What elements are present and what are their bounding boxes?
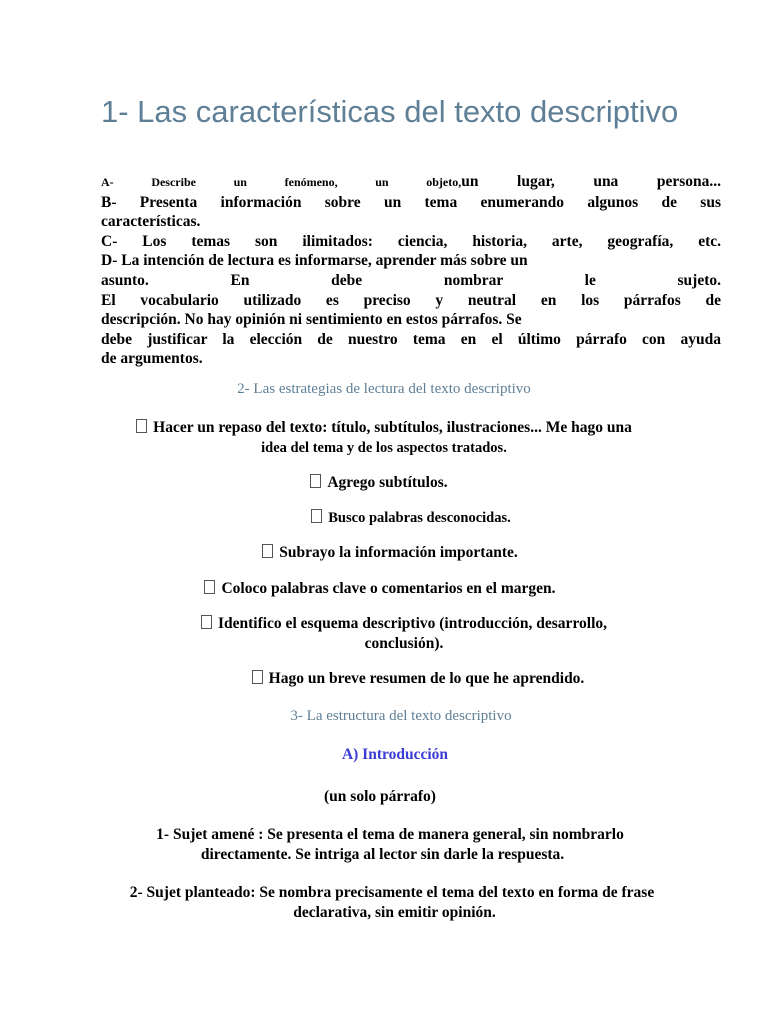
strategy-item: Agrego subtítulos. — [0, 473, 763, 493]
checkbox-bullet-icon — [310, 474, 321, 488]
item-d-line1: D- La intención de lectura es informarse, aprender más sobre un — [101, 252, 528, 270]
item-f-line1: debe justificar la elección de nuestro tema en el último párrafo con ayuda — [101, 330, 721, 348]
checkbox-bullet-icon — [136, 419, 147, 433]
item-c: C- Los temas son ilimitados: ciencia, historia, arte, geografía, etc. — [101, 232, 721, 250]
checkbox-bullet-icon — [252, 670, 263, 684]
point-sujet-amene: 1- Sujet amené : Se presenta el tema de manera general, sin nombrarlo directamente. Se intriga al lector sin darle la respuesta. — [156, 826, 624, 863]
item-d-line2: asunto. En debe nombrar le sujeto. — [101, 271, 721, 289]
item-e-line1: El vocabulario utilizado es preciso y neutral en los párrafos de — [101, 291, 721, 309]
checkbox-bullet-icon — [204, 580, 215, 594]
checkbox-bullet-icon — [262, 544, 273, 558]
point-sujet-planteado: 2- Sujet planteado: Se nombra precisamente el tema del texto en forma de frase declarativa, sin emitir opinión. — [129, 884, 655, 921]
introduction-subheading: A) Introducción — [341, 746, 449, 763]
strategy-item: Hacer un repaso del texto: título, subtítulos, ilustraciones... Me hago una idea del tema y de los aspectos tratados. — [0, 418, 768, 458]
item-b-line2: características. — [101, 213, 201, 231]
item-f-line2: de argumentos. — [101, 350, 203, 368]
single-paragraph-note: (un solo párrafo) — [324, 788, 436, 805]
strategy-item: Identifico el esquema descriptivo (introducción, desarrollo, conclusión). — [20, 614, 768, 654]
item-a: A- Describe un fenómeno, un objeto,un lugar, una persona... — [101, 173, 721, 190]
checkbox-bullet-icon — [311, 509, 322, 523]
strategy-item: Hago un breve resumen de lo que he aprendido. — [34, 669, 768, 689]
item-b-line1: B- Presenta información sobre un tema enumerando algunos de sus — [101, 193, 721, 211]
item-e-line2: descripción. No hay opinión ni sentimiento en estos párrafos. Se — [101, 311, 522, 329]
characteristics-list — [101, 172, 721, 369]
strategy-item: Coloco palabras clave o comentarios en el margen. — [0, 579, 764, 599]
strategy-item: Subrayo la información importante. — [6, 543, 768, 563]
strategy-item: Busco palabras desconocidas. — [27, 508, 768, 528]
page-title: 1- Las características del texto descriptivo — [101, 94, 679, 129]
section2-heading: 2- Las estrategias de lectura del texto descriptivo — [237, 381, 531, 397]
section3-heading: 3- La estructura del texto descriptivo — [290, 708, 512, 724]
checkbox-bullet-icon — [201, 615, 212, 629]
